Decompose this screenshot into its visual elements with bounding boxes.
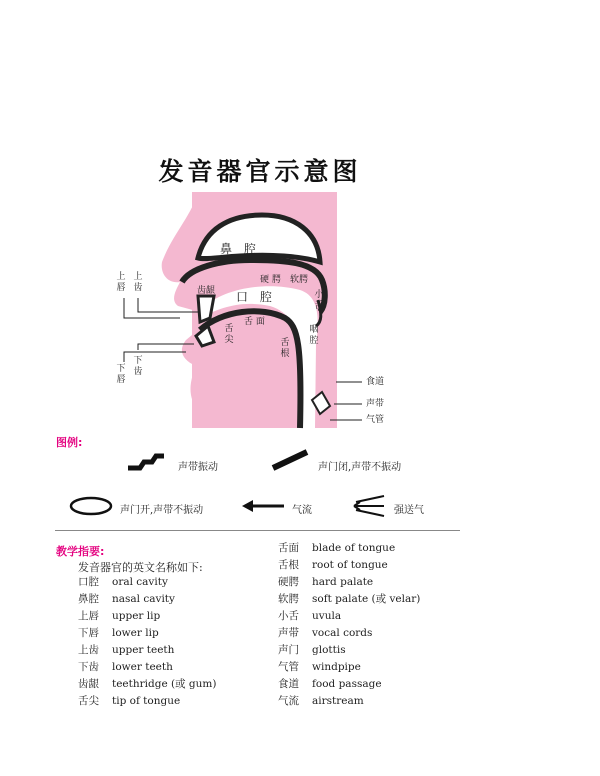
term-zh: 声门 xyxy=(278,644,299,656)
term-zh: 齿龈 xyxy=(78,678,99,690)
legend-label-voiced: 声带振动 xyxy=(178,462,218,473)
term-zh: 气流 xyxy=(278,695,299,707)
legend-label-glottis-open: 声门开,声带不振动 xyxy=(120,505,204,516)
term-zh: 硬腭 xyxy=(278,576,299,588)
label-food-passage: 食道 xyxy=(366,377,385,387)
term-en: upper lip xyxy=(112,610,161,622)
label-hard-palate: 硬 腭 xyxy=(260,275,281,285)
notes-title: 教学指要: xyxy=(56,545,105,558)
label-lower-teeth: 下齿 xyxy=(133,356,143,377)
term-en: hard palate xyxy=(312,576,374,588)
term-en: teethridge (或 gum) xyxy=(112,678,217,690)
term-row xyxy=(278,557,388,573)
term-en: upper teeth xyxy=(112,644,175,656)
label-uvula: 小舌 xyxy=(314,290,324,311)
term-row xyxy=(78,676,216,692)
term-row xyxy=(278,676,382,692)
triple-arrow-icon xyxy=(350,492,386,520)
term-zh: 口腔 xyxy=(78,576,99,588)
legend-label-glottis-closed: 声门闭,声带不振动 xyxy=(318,462,402,473)
term-en: glottis xyxy=(312,644,346,656)
term-row xyxy=(278,659,361,675)
label-upper-teeth: 上齿 xyxy=(133,272,143,293)
term-en: airstream xyxy=(312,695,364,707)
term-en: root of tongue xyxy=(312,559,388,571)
term-en: soft palate (或 velar) xyxy=(312,593,421,605)
term-row xyxy=(278,591,420,607)
term-row xyxy=(278,693,364,709)
term-row xyxy=(78,608,160,624)
term-zh: 小舌 xyxy=(278,610,299,622)
label-blade-of-tongue: 舌 面 xyxy=(244,317,265,327)
term-zh: 舌尖 xyxy=(78,695,99,707)
term-row xyxy=(78,591,175,607)
label-windpipe: 气管 xyxy=(366,415,385,425)
notes-intro: 发音器官的英文名称如下: xyxy=(78,561,203,574)
term-en: food passage xyxy=(312,678,382,690)
label-soft-palate: 软腭 xyxy=(290,275,309,285)
term-row xyxy=(78,574,168,590)
term-en: lower lip xyxy=(112,627,159,639)
term-row xyxy=(278,540,395,556)
term-row xyxy=(78,693,180,709)
term-zh: 上齿 xyxy=(78,644,99,656)
term-row xyxy=(78,625,159,641)
term-en: windpipe xyxy=(312,661,361,673)
term-en: tip of tongue xyxy=(112,695,181,707)
legend-label-airstream: 气流 xyxy=(292,505,312,516)
term-row xyxy=(78,642,174,658)
term-zh: 舌面 xyxy=(278,542,299,554)
term-zh: 上唇 xyxy=(78,610,99,622)
term-row xyxy=(278,574,373,590)
legend-title: 图例: xyxy=(56,436,83,449)
term-row xyxy=(78,659,173,675)
legend-label-strong-aspiration: 强送气 xyxy=(394,505,424,516)
ellipse-icon xyxy=(68,494,114,518)
arrow-left-icon xyxy=(240,498,286,514)
term-row xyxy=(278,642,346,658)
term-zh: 食道 xyxy=(278,678,299,690)
term-en: nasal cavity xyxy=(112,593,175,605)
term-en: vocal cords xyxy=(312,627,373,639)
label-oral-cavity: 口 腔 xyxy=(236,290,276,304)
term-en: blade of tongue xyxy=(312,542,396,554)
term-zh: 下唇 xyxy=(78,627,99,639)
term-row xyxy=(278,625,372,641)
label-root-of-tongue: 舌根 xyxy=(280,338,290,359)
label-lower-lip: 下唇 xyxy=(116,364,126,385)
term-zh: 鼻腔 xyxy=(78,593,99,605)
label-nasal-cavity: 鼻 腔 xyxy=(220,242,260,256)
term-row xyxy=(278,608,341,624)
leader-upper-lip xyxy=(124,298,180,318)
label-vocal-cords: 声带 xyxy=(366,399,385,409)
thick-bar-icon xyxy=(270,448,310,472)
section-divider xyxy=(55,530,460,531)
term-en: lower teeth xyxy=(112,661,173,673)
term-zh: 下齿 xyxy=(78,661,99,673)
zigzag-icon xyxy=(126,452,166,472)
label-pharynx: 咽腔 xyxy=(309,325,319,346)
diagram-title: 发音器官示意图 xyxy=(158,157,362,186)
label-upper-lip: 上唇 xyxy=(116,272,126,293)
term-zh: 舌根 xyxy=(278,559,299,571)
term-zh: 气管 xyxy=(278,661,299,673)
term-zh: 声带 xyxy=(278,627,299,639)
label-tip-of-tongue: 舌尖 xyxy=(224,324,234,345)
term-zh: 软腭 xyxy=(278,593,299,605)
term-en: uvula xyxy=(312,610,342,622)
label-teethridge: 齿龈 xyxy=(197,286,216,296)
term-en: oral cavity xyxy=(112,576,168,588)
